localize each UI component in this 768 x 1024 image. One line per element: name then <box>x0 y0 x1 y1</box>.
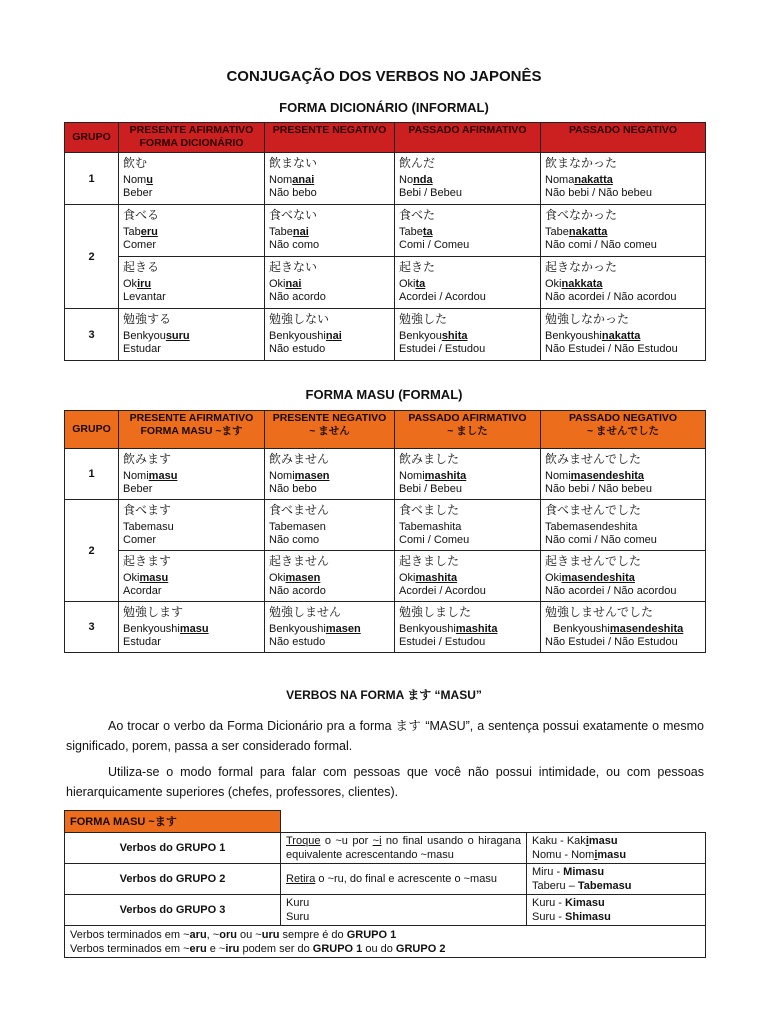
paragraph-1-text: Ao trocar o verbo da Forma Dicionário pra a forma ます “MASU”, a sentença possui exatamente o mesmo significado, porem, passa a ser considerado formal. <box>66 719 704 753</box>
jp-text: 食べません <box>269 503 330 517</box>
jp-text: 起きます <box>123 554 172 568</box>
romaji-ending: nakatta <box>568 226 608 238</box>
verb-cell <box>541 500 706 551</box>
header-line2: ~ ません <box>309 425 350 437</box>
group-label: Verbos do GRUPO 3 <box>65 895 281 926</box>
romaji-ending: masendeshita <box>561 572 635 584</box>
translation: Não acordei / Não acordou <box>545 585 677 597</box>
verb-cell <box>395 153 541 205</box>
note-bold: uru <box>261 928 280 941</box>
romaji-ending: masu <box>148 470 178 482</box>
verb-cell <box>265 500 395 551</box>
jp-text: 飲みません <box>269 452 330 466</box>
jp-text: 起きない <box>269 260 318 274</box>
jp-text: 食べませんでした <box>545 503 642 517</box>
jp-text: 飲んだ <box>399 156 436 170</box>
table-row <box>65 895 706 926</box>
group-label: Verbos do GRUPO 1 <box>65 833 281 864</box>
section-title: VERBOS NA FORMA ます “MASU” <box>286 688 482 702</box>
romaji-ending: u <box>146 174 153 186</box>
paragraph-2 <box>66 762 704 802</box>
page-title: CONJUGAÇÃO DOS VERBOS NO JAPONÊS <box>226 68 542 85</box>
romaji-ending: suru <box>165 330 190 342</box>
translation: Não estudo <box>269 343 326 355</box>
romaji-ending: masendeshita <box>609 623 684 635</box>
example-suffix: masu <box>588 835 618 847</box>
note-bold: iru <box>225 942 240 955</box>
header-grupo <box>65 411 119 449</box>
header-passado-negativo: PASSADO NEGATIVO <box>541 123 706 153</box>
romaji-stem: Tab <box>123 226 141 238</box>
jp-text: 飲む <box>123 156 148 170</box>
translation: Comi / Comeu <box>399 239 470 251</box>
verb-cell <box>541 153 706 205</box>
verb-cell <box>541 309 706 361</box>
jp-text: 起きました <box>399 554 460 568</box>
header-grupo: GRUPO <box>65 123 119 153</box>
table-row <box>65 205 706 257</box>
example-text: Kaku - Kak <box>532 835 586 847</box>
paragraph-1 <box>66 716 704 756</box>
jp-text: 勉強しなかった <box>545 312 630 326</box>
romaji-stem: Benkyoushi <box>553 623 610 635</box>
note-text: Verbos terminados em ~ <box>70 942 190 955</box>
romaji-stem: Oki <box>269 278 286 290</box>
translation: Não comi / Não comeu <box>545 239 657 251</box>
translation: Comer <box>123 239 157 251</box>
verb-cell <box>541 205 706 257</box>
masu-rules-table <box>64 810 706 958</box>
jp-text: 勉強しません <box>269 605 342 619</box>
jp-text: 食べます <box>123 503 172 517</box>
jp-text: 飲まない <box>269 156 318 170</box>
rule-text: Kuru <box>286 897 310 909</box>
translation: Estudei / Estudou <box>399 636 486 648</box>
note-2 <box>70 942 700 956</box>
header-line2: ~ ました <box>447 425 488 437</box>
paragraph-2-text: Utiliza-se o modo formal para falar com pessoas que você não possui intimidade, ou com pessoas hierarquicamente superiores (chefes, professores, clientes). <box>66 765 704 799</box>
jp-text: 勉強しました <box>399 605 472 619</box>
translation: Bebi / Bebeu <box>399 187 462 199</box>
example-text: Kuru - <box>532 897 566 909</box>
verb-cell <box>265 205 395 257</box>
translation: Beber <box>123 187 153 199</box>
example-cell <box>527 864 706 895</box>
verb-cell <box>265 257 395 309</box>
verb-cell <box>541 257 706 309</box>
example-text: Nomu - Nom <box>532 849 595 861</box>
translation: Não Estudei / Não Estudou <box>545 636 678 648</box>
romaji-stem: Nomi <box>269 470 295 482</box>
note-text: Verbos terminados em ~ <box>70 928 190 941</box>
jp-text: 食べなかった <box>545 208 618 222</box>
rule-cell <box>281 895 527 926</box>
table-row <box>65 153 706 205</box>
table-row <box>65 309 706 361</box>
romaji-ending: anai <box>292 174 315 186</box>
group-cell: 2 <box>65 500 119 602</box>
translation: Não Estudei / Não Estudou <box>545 343 678 355</box>
table2-subtitle: FORMA MASU (FORMAL) <box>305 387 463 402</box>
table-row <box>65 602 706 653</box>
romaji-stem: Benkyou <box>399 330 442 342</box>
romaji-stem: Tabemasu <box>123 521 174 533</box>
romaji-ending: masu <box>179 623 209 635</box>
translation: Comi / Comeu <box>399 534 470 546</box>
translation: Não acordei / Não acordou <box>545 291 677 303</box>
note-bold: aru <box>189 928 207 941</box>
jp-text: 飲まなかった <box>545 156 618 170</box>
header-line1: PASSADO NEGATIVO <box>568 412 678 424</box>
verb-cell <box>119 153 265 205</box>
romaji-ending: shita <box>441 330 468 342</box>
translation: Acordei / Acordou <box>399 585 486 597</box>
note-text: podem ser do <box>239 942 313 955</box>
romaji-ending: ta <box>415 278 426 290</box>
romaji-ending: eru <box>140 226 158 238</box>
romaji-ending: masen <box>285 572 321 584</box>
group-cell: 1 <box>65 153 119 205</box>
translation: Não como <box>269 534 320 546</box>
header-line1: PRESENTE NEGATIVO <box>272 412 387 424</box>
romaji-ending: mashita <box>455 623 498 635</box>
jp-text: 飲みます <box>123 452 172 466</box>
masu-table-header: FORMA MASU ~ます <box>65 811 281 833</box>
romaji-stem: Tabe <box>545 226 569 238</box>
table1-subtitle: FORMA DICIONÁRIO (INFORMAL) <box>279 100 489 115</box>
header-presente-afirmativo: PRESENTE AFIRMATIVO FORMA DICIONÁRIO <box>119 123 265 153</box>
dictionary-form-table <box>64 122 706 361</box>
example-result: Mimasu <box>563 866 605 878</box>
translation: Estudei / Estudou <box>399 343 486 355</box>
note-1 <box>70 928 700 942</box>
romaji-stem: Oki <box>545 572 562 584</box>
verb-cell <box>395 602 541 653</box>
example-highlight: i <box>594 849 598 861</box>
verb-cell <box>119 602 265 653</box>
jp-text: 食べた <box>399 208 436 222</box>
romaji-stem: Oki <box>399 278 416 290</box>
jp-text: 勉強しない <box>269 312 330 326</box>
romaji-ending: nai <box>292 226 309 238</box>
translation: Estudar <box>123 636 161 648</box>
note-bold: eru <box>189 942 207 955</box>
romaji-ending: nakatta <box>601 330 641 342</box>
romaji-ending: iru <box>137 278 152 290</box>
jp-text: 起きた <box>399 260 436 274</box>
romaji-stem: Nomi <box>545 470 571 482</box>
translation: Acordar <box>123 585 162 597</box>
verb-cell <box>541 449 706 500</box>
jp-text: 勉強しませんでした <box>545 605 654 619</box>
rule-text: Suru <box>286 911 310 923</box>
jp-text: 食べない <box>269 208 318 222</box>
note-text: sempre é do <box>279 928 347 941</box>
header-line2: ~ ませんでした <box>586 425 660 437</box>
romaji-ending: masen <box>294 470 330 482</box>
romaji-stem: Tabemashita <box>399 521 462 533</box>
example-highlight: i <box>585 835 589 847</box>
table-row <box>65 449 706 500</box>
romaji-stem: Benkyoushi <box>269 330 326 342</box>
romaji-stem: Oki <box>269 572 286 584</box>
romaji-stem: Tabemasen <box>269 521 326 533</box>
table-row <box>65 833 706 864</box>
verb-cell <box>265 602 395 653</box>
verb-cell <box>265 309 395 361</box>
romaji-ending: masen <box>325 623 361 635</box>
jp-text: 起きる <box>123 260 160 274</box>
header-presente-negativo: PRESENTE NEGATIVO <box>265 123 395 153</box>
note-text: , ~ <box>206 928 220 941</box>
romaji-stem: Oki <box>545 278 562 290</box>
jp-text: 勉強した <box>399 312 448 326</box>
rule-ending: ~i <box>372 835 382 847</box>
example-text: Taberu – <box>532 880 578 892</box>
example-cell <box>527 895 706 926</box>
verb-cell <box>265 449 395 500</box>
verb-cell <box>395 500 541 551</box>
romaji-stem: Tabe <box>399 226 423 238</box>
romaji-stem: Nom <box>269 174 293 186</box>
translation: Não bebo <box>269 483 317 495</box>
example-cell <box>527 833 706 864</box>
romaji-ending: nakatta <box>574 174 613 186</box>
romaji-stem: No <box>399 174 414 186</box>
romaji-stem: Nomi <box>123 470 149 482</box>
translation: Acordei / Acordou <box>399 291 486 303</box>
romaji-ending: nai <box>285 278 302 290</box>
romaji-stem: Tabe <box>269 226 293 238</box>
romaji-ending: masendeshita <box>570 470 645 482</box>
verb-cell <box>395 309 541 361</box>
rule-text: no final usando o hiragana equivalente acrescentando ~masu <box>286 835 521 861</box>
romaji-stem: Ok <box>123 278 138 290</box>
translation: Não bebo <box>269 187 317 199</box>
note-text: e ~ <box>206 942 226 955</box>
verb-cell <box>395 551 541 602</box>
romaji-stem: Noma <box>545 174 575 186</box>
table-row <box>65 257 706 309</box>
header-passado-afirmativo <box>395 411 541 449</box>
romaji-ending: nakkata <box>561 278 603 290</box>
verb-cell <box>119 257 265 309</box>
translation: Não acordo <box>269 291 326 303</box>
romaji-stem: Benkyou <box>123 330 166 342</box>
group-cell: 3 <box>65 602 119 653</box>
translation: Não bebi / Não bebeu <box>545 187 653 199</box>
header-presente-afirmativo <box>119 411 265 449</box>
translation: Não comi / Não comeu <box>545 534 657 546</box>
romaji-stem: Nom <box>123 174 147 186</box>
example-suffix: masu <box>597 849 627 861</box>
example-text: Miru - <box>532 866 564 878</box>
verb-cell <box>541 602 706 653</box>
header-line1: GRUPO <box>72 423 111 435</box>
table-row <box>65 864 706 895</box>
group-cell: 1 <box>65 449 119 500</box>
romaji-ending: nda <box>413 174 433 186</box>
verb-cell <box>119 449 265 500</box>
jp-text: 飲みませんでした <box>545 452 642 466</box>
verb-cell <box>395 449 541 500</box>
rule-cell <box>281 833 527 864</box>
verb-cell <box>119 205 265 257</box>
romaji-ending: masu <box>139 572 169 584</box>
table-row <box>65 926 706 958</box>
jp-text: 起きません <box>269 554 330 568</box>
jp-text: 食べました <box>399 503 460 517</box>
note-bold: GRUPO 1 <box>312 942 363 955</box>
header-presente-negativo <box>265 411 395 449</box>
masu-form-table <box>64 410 706 653</box>
translation: Levantar <box>123 291 166 303</box>
romaji-stem: Benkyoushi <box>545 330 602 342</box>
jp-text: 起きませんでした <box>545 554 642 568</box>
romaji-stem: Benkyoushi <box>123 623 180 635</box>
example-result: Tabemasu <box>577 880 632 892</box>
romaji-stem: Oki <box>399 572 416 584</box>
rule-text: o ~u por <box>320 835 373 847</box>
note-bold: oru <box>219 928 237 941</box>
verb-cell <box>395 257 541 309</box>
translation: Comer <box>123 534 157 546</box>
group-cell: 2 <box>65 205 119 309</box>
translation: Beber <box>123 483 153 495</box>
translation: Estudar <box>123 343 161 355</box>
header-passado-negativo <box>541 411 706 449</box>
translation: Bebi / Bebeu <box>399 483 462 495</box>
notes-cell <box>65 926 706 958</box>
rule-text: o ~ru, do final e acrescente o ~masu <box>315 873 497 885</box>
jp-text: 起きなかった <box>545 260 618 274</box>
jp-text: 飲みました <box>399 452 460 466</box>
translation: Não como <box>269 239 320 251</box>
verb-cell <box>119 309 265 361</box>
group-cell: 3 <box>65 309 119 361</box>
rule-verb: Troque <box>286 835 321 847</box>
romaji-ending: mashita <box>415 572 458 584</box>
example-text: Suru - <box>532 911 566 923</box>
group-label: Verbos do GRUPO 2 <box>65 864 281 895</box>
note-bold: GRUPO 2 <box>395 942 446 955</box>
note-bold: GRUPO 1 <box>346 928 397 941</box>
table-row <box>65 500 706 551</box>
romaji-ending: ta <box>422 226 433 238</box>
note-text: ou do <box>362 942 396 955</box>
verb-cell <box>395 205 541 257</box>
romaji-stem: Benkyoushi <box>269 623 326 635</box>
verb-cell <box>265 153 395 205</box>
rule-cell <box>281 864 527 895</box>
example-result: Kimasu <box>565 897 605 909</box>
table-row <box>65 551 706 602</box>
jp-text: 勉強する <box>123 312 172 326</box>
header-line2: FORMA MASU ~ます <box>140 425 243 437</box>
header-passado-afirmativo: PASSADO AFIRMATIVO <box>395 123 541 153</box>
header-line1: PRESENTE AFIRMATIVO <box>129 412 254 424</box>
romaji-stem: Tabemasendeshita <box>545 521 638 533</box>
verb-cell <box>265 551 395 602</box>
romaji-ending: mashita <box>424 470 467 482</box>
translation: Não acordo <box>269 585 326 597</box>
verb-cell <box>541 551 706 602</box>
romaji-ending: nai <box>325 330 342 342</box>
romaji-stem: Oki <box>123 572 140 584</box>
romaji-stem: Nomi <box>399 470 425 482</box>
verb-cell <box>119 551 265 602</box>
note-text: ou ~ <box>236 928 262 941</box>
example-result: Shimasu <box>565 911 611 923</box>
romaji-stem: Benkyoushi <box>399 623 456 635</box>
translation: Não estudo <box>269 636 326 648</box>
translation: Não bebi / Não bebeu <box>545 483 653 495</box>
rule-verb: Retira <box>286 873 316 885</box>
verb-cell <box>119 500 265 551</box>
header-line1: PASSADO AFIRMATIVO <box>408 412 527 424</box>
jp-text: 食べる <box>123 208 160 222</box>
jp-text: 勉強します <box>123 605 184 619</box>
